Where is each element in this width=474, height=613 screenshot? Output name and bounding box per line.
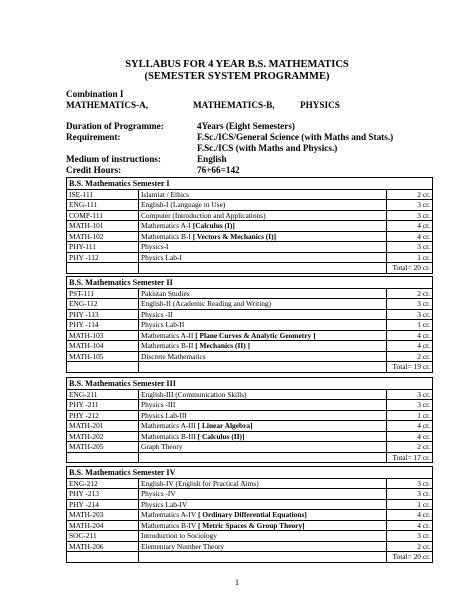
course-credits: 4 cr. (387, 421, 433, 432)
empty-cell (67, 362, 139, 373)
table-row (67, 242, 433, 253)
course-credits: 3 cr. (387, 309, 433, 320)
page-number: 1 (235, 578, 239, 587)
course-credits: 3 cr. (387, 400, 433, 411)
duration-label: Duration of Programme: (66, 121, 164, 131)
course-topic: [ Ordinary Differential Equations] (197, 510, 307, 520)
semester-table (66, 276, 433, 373)
course-code: PHY -211 (67, 400, 139, 411)
course-title (139, 442, 387, 453)
semester-header-row (67, 378, 433, 390)
course-credits: 1 cr. (387, 320, 433, 331)
course-code: MATH-103 (67, 330, 139, 341)
course-credits: 4 cr. (387, 330, 433, 341)
combination-subject-2: MATHEMATICS-B, (193, 100, 275, 110)
requirement-value-2: F.Sc./ICS (with Maths and Physics.) (197, 143, 338, 153)
semester-table (66, 177, 433, 274)
course-title (139, 341, 387, 352)
semester-header-row (67, 277, 433, 289)
table-row (67, 489, 433, 500)
table-row (67, 478, 433, 489)
course-name: Elementary Number Theory (141, 541, 225, 551)
empty-cell (67, 452, 139, 463)
course-credits: 3 cr. (387, 389, 433, 400)
course-code: MATH-205 (67, 442, 139, 453)
course-name: Physics Lab-II (141, 320, 185, 330)
course-name: Mathematics B-IV (141, 520, 197, 530)
course-topic: [ Metric Spaces & Group Theory] (197, 520, 305, 530)
course-name: Mathematics A-II (141, 330, 194, 340)
semester-total: Total= 19 cr. (387, 362, 433, 373)
table-row (67, 252, 433, 263)
course-topic: [ Plane Curves & Analytic Geometry ] (195, 330, 316, 340)
semester-header-row (67, 467, 433, 479)
empty-cell (67, 552, 139, 563)
course-code: SOC-211 (67, 531, 139, 542)
course-code: ENG-111 (67, 200, 139, 211)
table-row (67, 421, 433, 432)
empty-cell (139, 263, 387, 274)
course-name: Mathematics A-III (141, 421, 196, 431)
course-name: Physics -III (141, 400, 176, 410)
table-row (67, 510, 433, 521)
semester-table (66, 377, 433, 463)
table-row (67, 520, 433, 531)
duration-value: 4Years (Eight Semesters) (197, 121, 295, 131)
course-title (139, 330, 387, 341)
course-title (139, 421, 387, 432)
course-name: Islamiat / Ethics (141, 189, 190, 199)
course-name: Mathematics B-I (141, 231, 191, 241)
course-title (139, 400, 387, 411)
requirement-label: Requirement: (66, 132, 121, 142)
course-credits: 4 cr. (387, 341, 433, 352)
combination-subject-3: PHYSICS (300, 100, 340, 110)
course-code: ENG-211 (67, 389, 139, 400)
course-code: PHY-111 (67, 242, 139, 253)
document-subtitle: (SEMESTER SYSTEM PROGRAMME) (144, 71, 330, 82)
course-name: English-IV (English for Practical Aims) (141, 478, 259, 488)
table-row (67, 210, 433, 221)
course-name: Physics Lab-III (141, 410, 187, 420)
course-code: PST-111 (67, 288, 139, 299)
course-title (139, 520, 387, 531)
course-name: Computer (Introduction and Applications) (141, 210, 266, 220)
table-row (67, 299, 433, 310)
course-title (139, 252, 387, 263)
course-credits: 3 cr. (387, 200, 433, 211)
course-credits: 3 cr. (387, 242, 433, 253)
course-name: English-II (Academic Reading and Writing) (141, 299, 272, 309)
course-title (139, 531, 387, 542)
semester-header-row (67, 178, 433, 190)
course-topic: [ Mechanics (II) ] (195, 341, 251, 351)
course-title (139, 299, 387, 310)
course-name: Mathematics A-IV (141, 510, 197, 520)
course-code: ENG-112 (67, 299, 139, 310)
course-topic: [Calculus (I)] (192, 221, 235, 231)
course-name: Physics Lab-IV (141, 499, 188, 509)
semester-total: Total= 17 cr. (387, 452, 433, 463)
course-title (139, 210, 387, 221)
course-code: MATH-102 (67, 231, 139, 242)
course-code: ISE-111 (67, 189, 139, 200)
medium-label: Medium of instructions: (66, 154, 161, 164)
semester-table (66, 466, 433, 563)
course-title (139, 189, 387, 200)
course-name: Discrete Mathematics (141, 351, 206, 361)
course-name: Mathematics B-III (141, 431, 196, 441)
course-name: Physics -II (141, 309, 173, 319)
course-title (139, 431, 387, 442)
table-row (67, 442, 433, 453)
course-credits: 4 cr. (387, 431, 433, 442)
course-credits: 3 cr. (387, 531, 433, 542)
course-title (139, 410, 387, 421)
course-code: PHY -114 (67, 320, 139, 331)
credit-hours-label: Credit Hours: (66, 165, 122, 175)
table-row (67, 531, 433, 542)
course-title (139, 288, 387, 299)
table-row (67, 341, 433, 352)
table-row (67, 221, 433, 232)
course-title (139, 499, 387, 510)
table-row (67, 288, 433, 299)
course-credits: 2 cr. (387, 351, 433, 362)
semester-total: Total= 20 cr. (387, 552, 433, 563)
table-row (67, 189, 433, 200)
document-title: SYLLABUS FOR 4 YEAR B.S. MATHEMATICS (125, 59, 349, 70)
course-credits: 4 cr. (387, 231, 433, 242)
course-code: PHY -212 (67, 410, 139, 421)
course-name: English-I (Language in Use) (141, 200, 226, 210)
credit-hours-value: 76+66=142 (197, 165, 240, 175)
course-title (139, 478, 387, 489)
table-row (67, 389, 433, 400)
course-topic: [ Linear Algebra] (197, 421, 253, 431)
course-title (139, 351, 387, 362)
course-name: Graph Theory (141, 442, 183, 452)
table-row (67, 541, 433, 552)
course-code: MATH-206 (67, 541, 139, 552)
course-title (139, 200, 387, 211)
course-code: PHY -113 (67, 309, 139, 320)
table-row (67, 400, 433, 411)
requirement-value-1: F.Sc./ICS/General Science (with Maths and Stats.) (197, 132, 394, 142)
combination-label: Combination I (66, 89, 124, 99)
table-row (67, 309, 433, 320)
course-name: Physics-I (141, 242, 169, 252)
course-credits: 4 cr. (387, 520, 433, 531)
course-code: MATH-201 (67, 421, 139, 432)
semester-title: B.S. Mathematics Semester III (67, 378, 433, 390)
course-credits: 2 cr. (387, 541, 433, 552)
course-credits: 1 cr. (387, 252, 433, 263)
course-title (139, 242, 387, 253)
course-title (139, 389, 387, 400)
total-row (67, 552, 433, 563)
empty-cell (67, 263, 139, 274)
semester-title: B.S. Mathematics Semester IV (67, 467, 433, 479)
course-topic: [ Calculus (II)] (197, 431, 245, 441)
course-title (139, 320, 387, 331)
course-credits: 2 cr. (387, 288, 433, 299)
course-name: English-III (Communication Skills) (141, 389, 247, 399)
course-name: Mathematics B-II (141, 341, 194, 351)
course-credits: 1 cr. (387, 499, 433, 510)
semester-total: Total= 20 cr. (387, 263, 433, 274)
course-name: Physics Lab-I (141, 252, 182, 262)
course-code: PHY -112 (67, 252, 139, 263)
table-row (67, 431, 433, 442)
course-title (139, 510, 387, 521)
course-topic: [ Vectors & Mechanics (I)] (192, 231, 277, 241)
course-credits: 2 cr. (387, 442, 433, 453)
course-credits: 3 cr. (387, 478, 433, 489)
course-code: MATH-202 (67, 431, 139, 442)
empty-cell (139, 452, 387, 463)
table-row (67, 499, 433, 510)
course-code: MATH-101 (67, 221, 139, 232)
table-row (67, 231, 433, 242)
empty-cell (139, 362, 387, 373)
semester-title: B.S. Mathematics Semester I (67, 178, 433, 190)
combination-subject-1: MATHEMATICS-A, (66, 100, 149, 110)
course-credits: 1 cr. (387, 410, 433, 421)
course-credits: 3 cr. (387, 299, 433, 310)
course-code: ENG-212 (67, 478, 139, 489)
course-name: Pakistan Studies (141, 288, 190, 298)
medium-value: English (197, 154, 227, 164)
course-code: MATH-105 (67, 351, 139, 362)
course-code: PHY -213 (67, 489, 139, 500)
course-title (139, 489, 387, 500)
empty-cell (139, 552, 387, 563)
course-code: MATH-203 (67, 510, 139, 521)
table-row (67, 200, 433, 211)
table-row (67, 351, 433, 362)
total-row (67, 362, 433, 373)
table-row (67, 410, 433, 421)
table-row (67, 320, 433, 331)
course-name: Physics -IV (141, 489, 176, 499)
course-name: Introduction to Sociology (141, 531, 217, 541)
semester-title: B.S. Mathematics Semester II (67, 277, 433, 289)
table-row (67, 330, 433, 341)
course-title (139, 221, 387, 232)
course-code: COMP-111 (67, 210, 139, 221)
course-title (139, 231, 387, 242)
course-title (139, 541, 387, 552)
course-code: PHY -214 (67, 499, 139, 510)
course-code: MATH-204 (67, 520, 139, 531)
course-title (139, 309, 387, 320)
course-code: MATH-104 (67, 341, 139, 352)
course-credits: 4 cr. (387, 510, 433, 521)
course-credits: 4 cr. (387, 221, 433, 232)
total-row (67, 263, 433, 274)
course-credits: 3 cr. (387, 210, 433, 221)
course-credits: 2 cr. (387, 189, 433, 200)
total-row (67, 452, 433, 463)
course-name: Mathematics A-I (141, 221, 191, 231)
course-credits: 3 cr. (387, 489, 433, 500)
